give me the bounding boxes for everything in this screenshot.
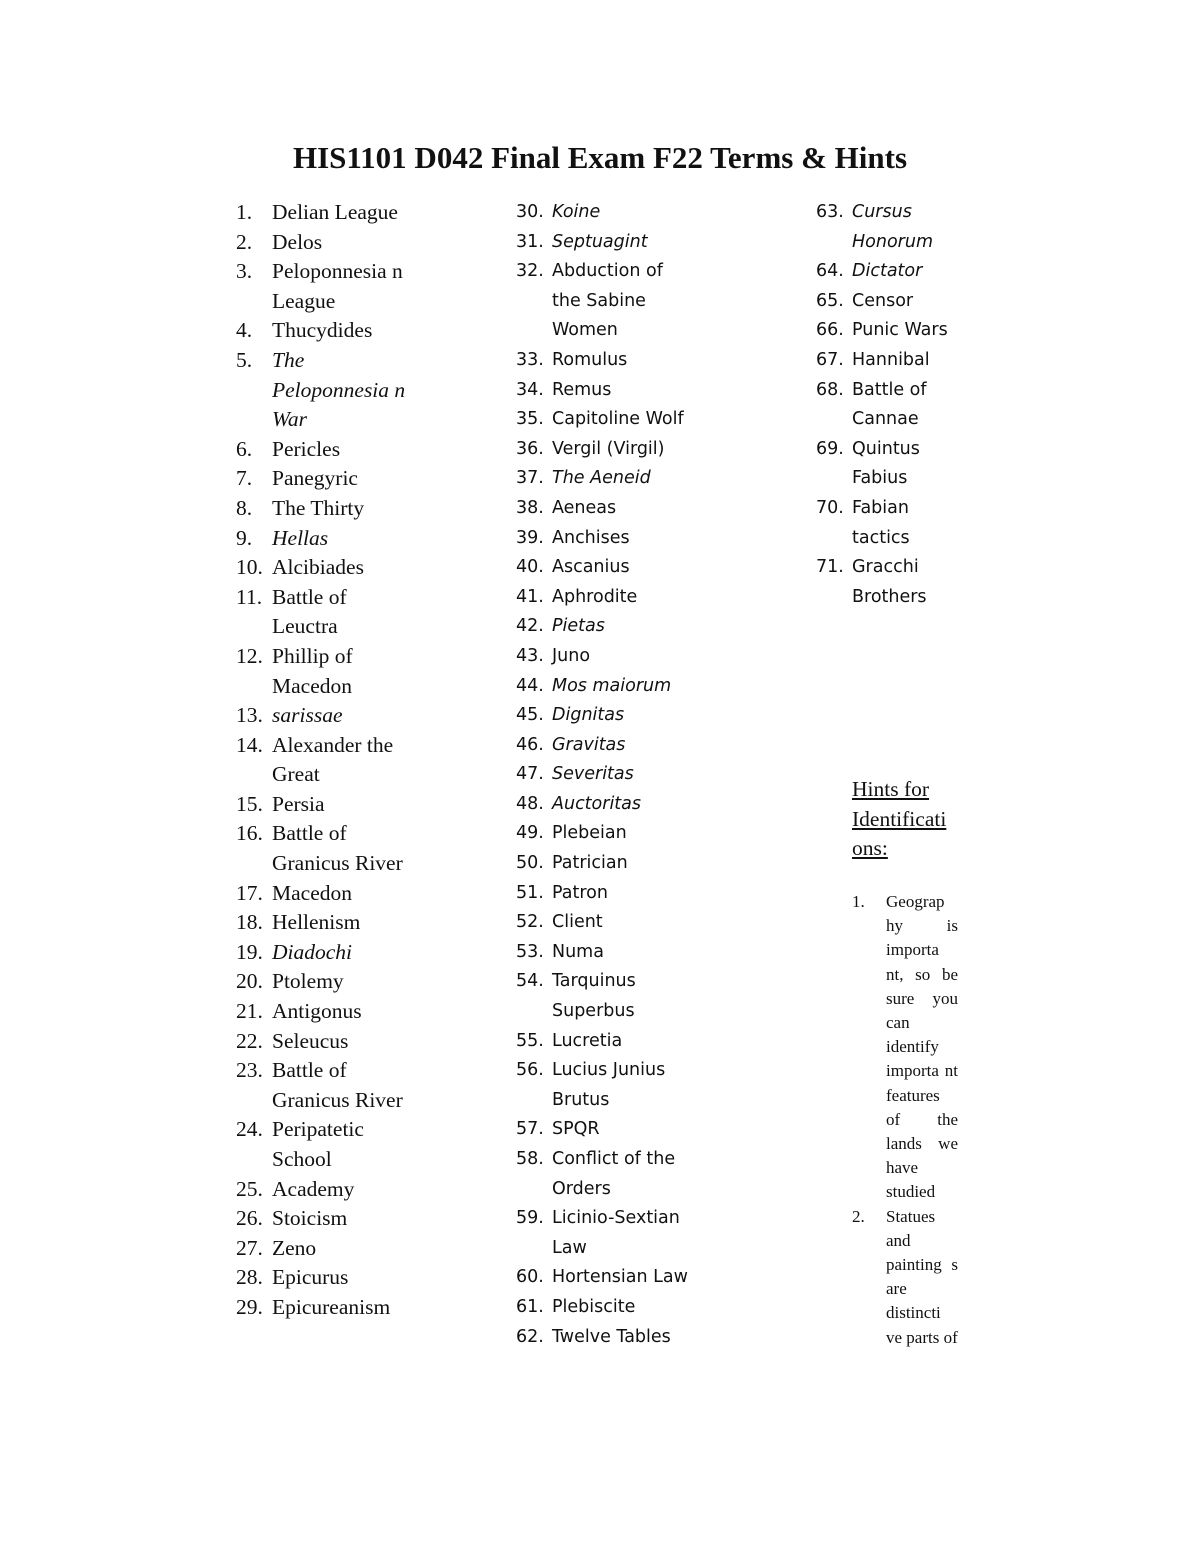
term-item — [236, 257, 486, 316]
term-item — [516, 376, 806, 406]
term-label: Abduction of the Sabine Women — [552, 261, 663, 341]
term-item — [816, 316, 986, 346]
term-item — [236, 494, 486, 524]
term-number: 59. — [516, 1208, 544, 1229]
term-label: Client — [552, 912, 603, 933]
term-item — [816, 287, 986, 317]
term-number: 57. — [516, 1119, 544, 1140]
term-label: Anchises — [552, 527, 630, 548]
term-item — [236, 642, 486, 701]
term-item — [236, 524, 486, 554]
term-item — [236, 1056, 486, 1115]
term-number: 54. — [516, 971, 544, 992]
term-item — [236, 316, 486, 346]
term-number: 62. — [516, 1326, 544, 1347]
term-number: 17. — [236, 880, 263, 905]
term-number: 56. — [516, 1060, 544, 1081]
term-number: 11. — [236, 584, 263, 609]
term-label: Septuagint — [552, 231, 648, 252]
term-label: Delian League — [272, 200, 398, 224]
term-number: 71. — [816, 557, 844, 578]
term-number: 22. — [236, 1028, 263, 1053]
term-item — [516, 849, 806, 879]
term-number: 33. — [516, 349, 544, 370]
term-label: Macedon — [272, 880, 352, 905]
term-item — [516, 701, 806, 731]
term-label: Aphrodite — [552, 586, 638, 607]
term-label: The Aeneid — [552, 468, 651, 489]
term-number: 60. — [516, 1267, 544, 1288]
term-item — [516, 346, 806, 376]
term-label: Quintus Fabius — [852, 438, 920, 489]
term-item — [236, 938, 486, 968]
term-item — [516, 731, 806, 761]
term-item — [236, 1234, 486, 1264]
term-number: 69. — [816, 438, 844, 459]
term-label: Ptolemy — [272, 969, 344, 994]
term-item — [236, 1175, 486, 1205]
term-item — [516, 790, 806, 820]
term-label: Zeno — [272, 1235, 317, 1260]
term-item — [516, 464, 806, 494]
term-label: Epicureanism — [272, 1294, 391, 1319]
term-item — [516, 198, 806, 228]
term-number: 6. — [236, 436, 253, 461]
term-label: Dignitas — [552, 705, 625, 726]
term-label: Battle of Granicus River — [272, 821, 403, 876]
term-label: The Peloponnesia n War — [272, 347, 406, 432]
term-number: 65. — [816, 290, 844, 311]
term-label: Pietas — [552, 616, 605, 637]
term-item — [236, 701, 486, 731]
term-number: 16. — [236, 821, 263, 846]
term-number: 41. — [516, 586, 544, 607]
term-label: Stoicism — [272, 1206, 348, 1231]
term-number: 58. — [516, 1149, 544, 1169]
term-label: Academy — [272, 1176, 355, 1201]
term-label: Alcibiades — [272, 555, 364, 580]
term-label: Remus — [552, 379, 612, 400]
term-number: 36. — [516, 438, 544, 459]
term-item — [516, 1323, 806, 1353]
term-item — [236, 731, 486, 790]
term-label: Epicurus — [272, 1265, 349, 1290]
term-item — [236, 1293, 486, 1323]
term-number: 28. — [236, 1265, 263, 1290]
term-number: 63. — [816, 202, 844, 222]
term-number: 19. — [236, 939, 263, 964]
term-number: 15. — [236, 791, 263, 816]
term-item — [236, 1204, 486, 1234]
term-item — [236, 967, 486, 997]
term-item — [516, 642, 806, 672]
term-label: Hellenism — [272, 910, 361, 935]
term-number: 29. — [236, 1294, 263, 1319]
term-number: 49. — [516, 823, 544, 844]
term-item — [516, 228, 806, 258]
term-item — [516, 405, 806, 435]
term-number: 30. — [516, 202, 544, 222]
term-label: Conflict of the Orders — [552, 1149, 676, 1199]
term-label: Peloponnesia n League — [272, 259, 403, 313]
hint-item — [852, 1205, 962, 1350]
term-item — [516, 1115, 806, 1145]
term-number: 53. — [516, 941, 544, 962]
term-item — [236, 908, 486, 938]
terms-column-3 — [816, 198, 986, 612]
term-item — [516, 672, 806, 702]
term-item — [516, 938, 806, 968]
term-label: Koine — [552, 202, 601, 222]
term-item — [516, 879, 806, 909]
term-number: 68. — [816, 379, 844, 400]
term-label: Numa — [552, 941, 604, 962]
term-number: 5. — [236, 347, 253, 372]
term-number: 52. — [516, 912, 544, 933]
term-item — [236, 346, 486, 435]
term-label: Romulus — [552, 349, 628, 370]
term-number: 44. — [516, 675, 544, 696]
term-label: Licinio-Sextian Law — [552, 1208, 680, 1258]
term-item — [236, 228, 486, 258]
term-number: 3. — [236, 259, 253, 284]
term-label: Hortensian Law — [552, 1267, 688, 1288]
term-item — [516, 967, 806, 1026]
terms-column-1 — [236, 198, 486, 1323]
term-number: 51. — [516, 882, 544, 903]
term-label: Cursus Honorum — [852, 202, 933, 252]
term-number: 4. — [236, 318, 253, 343]
term-item — [516, 435, 806, 465]
term-label: Severitas — [552, 764, 634, 785]
term-label: Phillip of Macedon — [272, 643, 353, 698]
hint-text: Geograp hy is importa nt, so be sure you can identify importa nt features of the lands we have studied — [886, 892, 958, 1202]
term-label: Auctoritas — [552, 793, 642, 814]
term-number: 12. — [236, 643, 263, 668]
term-label: Mos maiorum — [552, 675, 672, 696]
hints-heading: Hints for Identificati ons: — [852, 777, 947, 860]
term-item — [516, 583, 806, 613]
term-label: Delos — [272, 229, 323, 254]
term-label: Battle of Cannae — [852, 379, 927, 430]
term-item — [516, 1204, 806, 1263]
term-number: 64. — [816, 261, 844, 282]
term-number: 42. — [516, 616, 544, 637]
term-label: Seleucus — [272, 1028, 349, 1053]
term-number: 26. — [236, 1206, 263, 1231]
term-label: Gracchi Brothers — [852, 557, 927, 607]
term-number: 43. — [516, 645, 544, 666]
term-number: 2. — [236, 229, 253, 254]
term-number: 39. — [516, 527, 544, 548]
term-item — [236, 790, 486, 820]
term-number: 31. — [516, 231, 544, 252]
term-label: Capitoline Wolf — [552, 409, 684, 430]
term-number: 1. — [236, 200, 253, 224]
term-label: Juno — [552, 645, 591, 666]
term-number: 20. — [236, 969, 263, 994]
term-item — [236, 583, 486, 642]
hint-item — [852, 890, 962, 1205]
term-label: Alexander the Great — [272, 732, 394, 787]
term-label: Hannibal — [852, 349, 930, 370]
term-item — [516, 1145, 806, 1204]
term-label: sarissae — [272, 703, 343, 728]
hint-number: 1. — [852, 892, 865, 911]
term-item — [816, 376, 986, 435]
term-item — [516, 1027, 806, 1057]
term-label: Hellas — [272, 525, 329, 550]
term-label: Censor — [852, 290, 914, 311]
term-number: 8. — [236, 495, 253, 520]
term-label: SPQR — [552, 1119, 600, 1140]
term-label: Battle of Leuctra — [272, 584, 347, 639]
term-label: The Thirty — [272, 495, 365, 520]
term-item — [236, 553, 486, 583]
term-label: Pericles — [272, 436, 341, 461]
term-item — [516, 760, 806, 790]
term-label: Antigonus — [272, 999, 362, 1024]
term-number: 67. — [816, 349, 844, 370]
term-item — [236, 819, 486, 878]
term-number: 10. — [236, 555, 263, 580]
terms-column-2 — [516, 198, 806, 1352]
term-label: Panegyric — [272, 466, 358, 491]
term-item — [236, 1115, 486, 1174]
term-number: 61. — [516, 1296, 544, 1317]
term-number: 50. — [516, 853, 544, 874]
term-number: 7. — [236, 466, 253, 491]
term-label: Vergil (Virgil) — [552, 438, 665, 459]
term-label: Ascanius — [552, 557, 630, 578]
page-title: HIS1101 D042 Final Exam F22 Terms & Hints — [292, 140, 908, 175]
term-label: Fabian tactics — [852, 497, 910, 548]
term-number: 47. — [516, 764, 544, 785]
term-label: Punic Wars — [852, 320, 948, 341]
term-item — [816, 257, 986, 287]
term-item — [816, 435, 986, 494]
term-item — [516, 553, 806, 583]
term-number: 34. — [516, 379, 544, 400]
term-number: 18. — [236, 910, 263, 935]
term-label: Persia — [272, 791, 325, 816]
term-label: Patron — [552, 882, 608, 903]
term-number: 23. — [236, 1058, 263, 1083]
term-item — [236, 435, 486, 465]
term-item — [516, 1263, 806, 1293]
term-number: 37. — [516, 468, 544, 489]
hint-number: 2. — [852, 1206, 865, 1226]
term-item — [516, 1293, 806, 1323]
term-number: 46. — [516, 734, 544, 755]
term-label: Battle of Granicus River — [272, 1058, 403, 1112]
term-item — [236, 997, 486, 1027]
term-number: 13. — [236, 703, 263, 728]
term-label: Tarquinus Superbus — [552, 971, 636, 1022]
term-number: 24. — [236, 1117, 263, 1142]
term-number: 40. — [516, 557, 544, 578]
term-number: 38. — [516, 497, 544, 518]
hints-list — [852, 890, 962, 1350]
term-number: 66. — [816, 320, 844, 341]
term-number: 21. — [236, 999, 263, 1024]
term-number: 55. — [516, 1030, 544, 1051]
term-number: 27. — [236, 1235, 263, 1260]
term-label: Dictator — [852, 261, 923, 282]
term-item — [236, 879, 486, 909]
term-item — [516, 1056, 806, 1115]
term-item — [236, 1263, 486, 1293]
term-item — [516, 908, 806, 938]
term-number: 9. — [236, 525, 253, 550]
term-item — [816, 346, 986, 376]
term-label: Patrician — [552, 853, 628, 874]
term-number: 25. — [236, 1176, 263, 1201]
term-number: 70. — [816, 497, 844, 518]
term-number: 45. — [516, 705, 544, 726]
term-label: Diadochi — [272, 939, 353, 964]
term-number: 32. — [516, 261, 544, 282]
term-item — [236, 198, 486, 228]
term-label: Peripatetic School — [272, 1117, 364, 1171]
term-label: Twelve Tables — [552, 1326, 671, 1347]
term-label: Lucius Junius Brutus — [552, 1060, 666, 1110]
term-label: Lucretia — [552, 1030, 623, 1051]
term-label: Aeneas — [552, 497, 617, 518]
term-item — [516, 612, 806, 642]
term-label: Thucydides — [272, 318, 373, 343]
term-number: 35. — [516, 409, 544, 430]
term-number: 48. — [516, 793, 544, 814]
term-item — [516, 819, 806, 849]
term-item — [516, 524, 806, 554]
term-number: 14. — [236, 732, 263, 757]
term-item — [516, 494, 806, 524]
term-item — [516, 257, 806, 346]
term-item — [236, 464, 486, 494]
term-item — [236, 1027, 486, 1057]
term-item — [816, 198, 986, 257]
term-item — [816, 553, 986, 612]
term-label: Plebiscite — [552, 1296, 636, 1317]
term-item — [816, 494, 986, 553]
term-label: Plebeian — [552, 823, 627, 844]
term-label: Gravitas — [552, 734, 626, 755]
hint-text: Statues and painting s are distincti ve parts of — [886, 1206, 958, 1347]
